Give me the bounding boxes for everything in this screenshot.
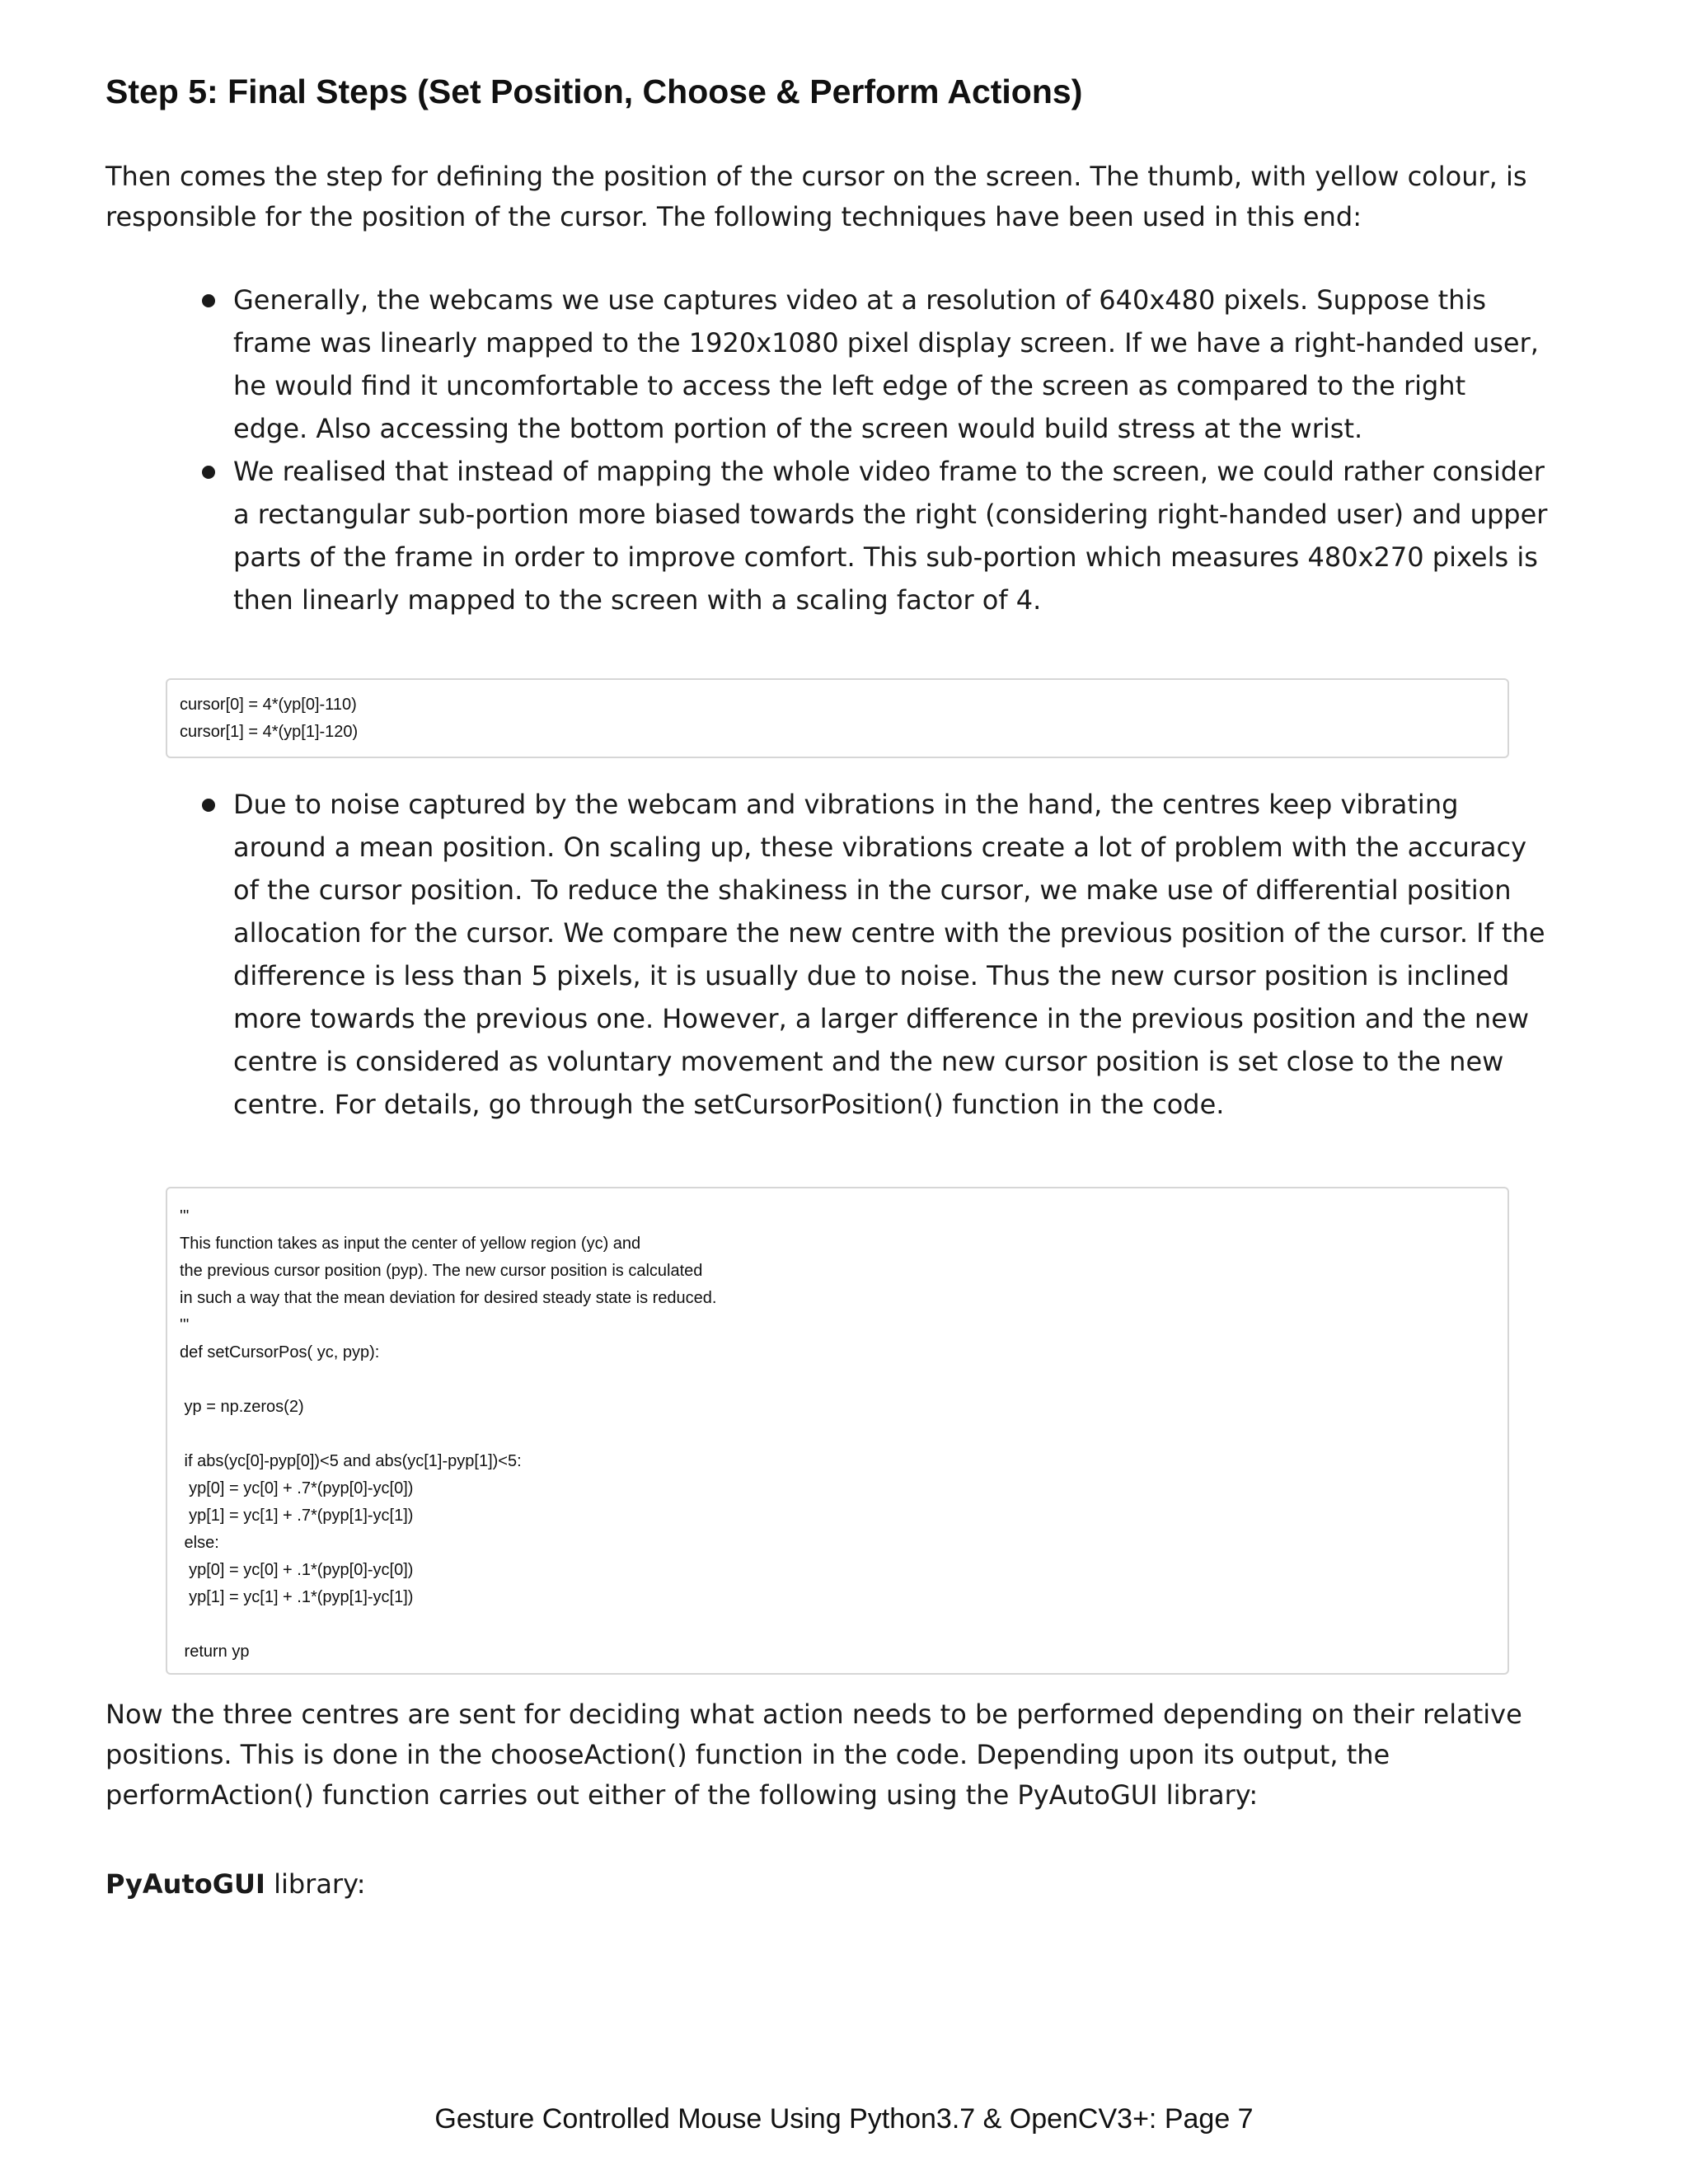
code-block-set-cursor-pos — [166, 1187, 1509, 1675]
code-block-cursor-scaling — [166, 678, 1509, 758]
library-line — [106, 1864, 1581, 1905]
code-line: ''' — [180, 1207, 190, 1226]
code-line: def setCursorPos( yc, pyp): — [180, 1343, 380, 1361]
page-footer: Gesture Controlled Mouse Using Python3.7 & OpenCV3+: Page 7 — [434, 2103, 1254, 2135]
list-item — [106, 450, 1548, 621]
code-line: cursor[1] = 4*(yp[1]-120) — [180, 723, 359, 741]
code-line: the previous cursor position (pyp). The new cursor position is calculated — [180, 1262, 703, 1280]
bullet-list-1 — [106, 279, 1548, 621]
library-name: PyAutoGUI — [106, 1868, 265, 1900]
code-line: yp[1] = yc[1] + .1*(pyp[1]-yc[1]) — [180, 1588, 414, 1606]
bullet-list-2 — [106, 783, 1548, 1126]
library-suffix: library: — [265, 1868, 366, 1900]
code-line: yp[1] = yc[1] + .7*(pyp[1]-yc[1]) — [180, 1507, 414, 1525]
list-item-text: Due to noise captured by the webcam and vibrations in the hand, the centres keep vibrating around a mean position. On scaling up, these vibrations create a lot of problem with the accuracy of the cursor position. To reduce the shakiness in the cursor, we make use of differential position allocation for the cursor. We compare the new centre with the previous position of the cursor. If the difference is less than 5 pixels, it is usually due to noise. Thus the new cursor position is inclined more towards the previous one. However, a larger difference in the previous position and the new centre is considered as voluntary movement and the new cursor position is set close to the new centre. For details, go through the setCursorPosition() function in the code. — [233, 789, 1545, 1120]
code-line: if abs(yc[0]-pyp[0])<5 and abs(yc[1]-pyp[1])<5: — [180, 1452, 522, 1470]
code-line — [180, 1366, 1495, 1394]
code-line: yp[0] = yc[0] + .1*(pyp[0]-yc[0]) — [180, 1561, 414, 1579]
code-line: return yp — [180, 1643, 250, 1661]
code-line — [180, 1611, 1495, 1638]
code-line: else: — [180, 1534, 219, 1552]
outro-paragraph: Now the three centres are sent for deciding what action needs to be performed depending on their relative positions. This is done in the chooseAction() function in the code. Depending upon its output, the performAction() function carries out either of the following using the PyAutoGUI library: — [106, 1699, 1522, 1811]
code-line: yp[0] = yc[0] + .7*(pyp[0]-yc[0]) — [180, 1479, 414, 1497]
code-line: ''' — [180, 1316, 190, 1334]
bullet-icon — [202, 466, 215, 479]
code-line: yp = np.zeros(2) — [180, 1398, 304, 1416]
code-line: cursor[0] = 4*(yp[0]-110) — [180, 696, 357, 714]
list-item-text: Generally, the webcams we use captures video at a resolution of 640x480 pixels. Suppose this frame was linearly mapped to the 1920x1080 pixel display screen. If we have a right-handed user, he would find it uncomfortable to access the left edge of the screen as compared to the right edge. Also accessing the bottom portion of the screen would build stress at the wrist. — [233, 284, 1539, 444]
list-item — [106, 783, 1548, 1126]
code-line — [180, 1421, 1495, 1448]
code-line: in such a way that the mean deviation for desired steady state is reduced. — [180, 1289, 717, 1307]
list-item-text: We realised that instead of mapping the whole video frame to the screen, we could rather consider a rectangular sub-portion more biased towards the right (considering right-handed user) and upper parts of the frame in order to improve comfort. This sub-portion which measures 480x270 pixels is then linearly mapped to the screen with a scaling factor of 4. — [233, 456, 1548, 616]
list-item — [106, 279, 1548, 450]
intro-paragraph: Then comes the step for defining the position of the cursor on the screen. The thumb, with yellow colour, is responsible for the position of the cursor. The following techniques have been used in this end: — [106, 161, 1527, 232]
section-heading: Step 5: Final Steps (Set Position, Choose & Perform Actions) — [106, 73, 1083, 110]
bullet-icon — [202, 294, 215, 307]
code-line: This function takes as input the center of yellow region (yc) and — [180, 1235, 641, 1253]
bullet-icon — [202, 799, 215, 812]
